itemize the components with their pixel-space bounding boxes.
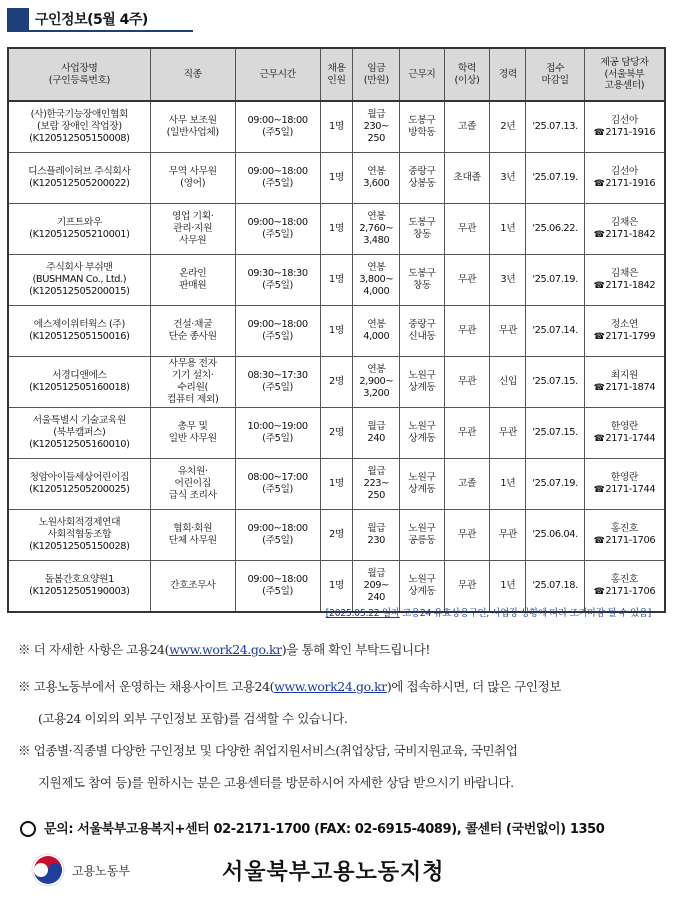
cell-hours: 09:00~18:00 (주5일) [235,204,320,255]
contact-text: 문의: 서울북부고용복지+센터 02-2171-1700 (FAX: 02-6915-4089), 콜센터 (국번없이) 1350 [44,822,605,837]
cell-job: 협회·회원 단체 사무원 [150,510,235,561]
cell-wage: 월급 230 [353,510,400,561]
column-header-career: 경력 [490,48,526,101]
table-header-row [8,48,665,101]
cell-education: 고졸 [444,459,490,510]
cell-wage: 월급 230~ 250 [353,101,400,153]
circle-bullet-icon [20,821,36,837]
info-line-5: 지원제도 참여 등)를 원하시는 분은 고용센터를 방문하시어 자세한 상담 받으시기 바랍니다. [38,775,514,790]
cell-location: 노원구 상계동 [400,561,445,613]
cell-education: 무관 [444,357,490,408]
cell-deadline: '25.07.13. [526,101,584,153]
cell-manager [584,306,665,357]
column-header-count: 채용 인원 [320,48,353,101]
manager-phone [594,535,656,547]
column-header-education: 학력 (이상) [444,48,490,101]
contact-line [20,818,604,838]
manager-phone [594,178,656,190]
cell-education: 무관 [444,408,490,459]
phone-number: 2171-1799 [605,331,656,343]
cell-count: 1명 [320,561,353,613]
cell-deadline: '25.07.15. [526,408,584,459]
cell-career: 무관 [490,306,526,357]
column-header-wage: 임금 (만원) [353,48,400,101]
agency-name: 서울북부고용노동지청 [222,860,445,885]
note-text: 고용24 유효상용구인, 사업장 상황에 따라 조기마감 될 수 있음] [399,608,651,619]
table-row [8,204,665,255]
cell-count: 1명 [320,306,353,357]
cell-hours: 09:00~18:00 (주5일) [235,153,320,204]
phone-number: 2171-1842 [605,229,656,241]
phone-number: 2171-1916 [605,178,656,190]
cell-job: 유치원· 어린이집 급식 조리사 [150,459,235,510]
section-header [7,8,193,30]
cell-career: 1년 [490,204,526,255]
phone-icon: ☎ [593,280,605,291]
cell-wage: 연봉 3,800~ 4,000 [353,255,400,306]
cell-company: 디스플레이허브 주식회사 (K120512505200022) [8,153,150,204]
phone-number: 2171-1706 [605,535,656,547]
manager-name: 김채은 [610,216,638,228]
cell-hours: 08:30~17:30 (주5일) [235,357,320,408]
cell-education: 무관 [444,510,490,561]
cell-company: 서울특별시 기술교육원 (북부캠퍼스) (K120512505160010) [8,408,150,459]
cell-company: 기프트와우 (K120512505210001) [8,204,150,255]
manager-name: 정소연 [610,318,638,330]
table-row [8,459,665,510]
cell-wage: 월급 209~ 240 [353,561,400,613]
column-header-manager: 제공 담당자 (서울북부 고용센터) [584,48,665,101]
cell-location: 노원구 상계동 [400,459,445,510]
cell-company: 노원사회적경제연대 사회적협동조합 (K120512505150028) [8,510,150,561]
manager-phone [594,127,656,139]
cell-company: 청암아이들세상어린이집 (K120512505200025) [8,459,150,510]
phone-icon: ☎ [593,535,605,546]
cell-manager [584,101,665,153]
cell-career: 3년 [490,153,526,204]
phone-number: 2171-1744 [605,484,656,496]
manager-phone [594,331,656,343]
cell-hours: 09:00~18:00 (주5일) [235,510,320,561]
manager-phone [594,229,656,241]
header-square-icon [7,8,29,30]
manager-name: 한영란 [610,420,638,432]
table-row [8,306,665,357]
table-row [8,408,665,459]
cell-job: 영업 기획· 관리·지원 사무원 [150,204,235,255]
phone-number: 2171-1916 [605,127,656,139]
phone-number: 2171-1744 [605,433,656,445]
cell-count: 1명 [320,459,353,510]
cell-manager [584,510,665,561]
phone-icon: ☎ [593,382,605,393]
cell-count: 1명 [320,101,353,153]
phone-number: 2171-1874 [605,382,656,394]
cell-career: 3년 [490,255,526,306]
cell-career: 1년 [490,459,526,510]
taegeuk-emblem-icon [30,852,66,888]
cell-education: 무관 [444,306,490,357]
column-header-deadline: 접수 마감일 [526,48,584,101]
cell-location: 노원구 상계동 [400,408,445,459]
manager-phone [594,484,656,496]
cell-wage: 연봉 2,900~ 3,200 [353,357,400,408]
cell-education: 무관 [444,561,490,613]
cell-wage: 월급 240 [353,408,400,459]
cell-count: 2명 [320,408,353,459]
cell-deadline: '25.07.14. [526,306,584,357]
cell-manager [584,357,665,408]
manager-name: 홍진호 [610,522,638,534]
cell-location: 도봉구 창동 [400,204,445,255]
cell-count: 1명 [320,255,353,306]
cell-company: (사)한국기능장애인협회 (보람 장애인 작업장) (K120512505150008) [8,101,150,153]
cell-count: 2명 [320,510,353,561]
cell-job: 총무 및 일반 사무원 [150,408,235,459]
cell-company: 에스제이위터웍스 (주) (K120512505150016) [8,306,150,357]
phone-icon: ☎ [593,433,605,444]
manager-name: 김선아 [610,165,638,177]
cell-deadline: '25.07.19. [526,255,584,306]
header-underline [7,30,193,32]
cell-count: 2명 [320,357,353,408]
cell-deadline: '25.07.18. [526,561,584,613]
column-header-company: 사업장명 (구인등록번호) [8,48,150,101]
table-row [8,357,665,408]
info-line-2: ※ 고용노동부에서 운영하는 채용사이트 고용24(www.work24.go.kr)에 접속하시면, 더 많은 구인정보 [18,679,561,694]
phone-icon: ☎ [593,229,605,240]
cell-job: 건설·채굴 단순 종사원 [150,306,235,357]
cell-job: 사무 보조원 (일반사업체) [150,101,235,153]
info-line-3: (고용24 이외의 외부 구인정보 포함)를 검색할 수 있습니다. [38,711,348,726]
column-header-hours: 근무시간 [235,48,320,101]
manager-name: 김채은 [610,267,638,279]
cell-manager [584,255,665,306]
table-row [8,510,665,561]
cell-hours: 08:00~17:00 (주5일) [235,459,320,510]
cell-wage: 연봉 4,000 [353,306,400,357]
cell-location: 노원구 공릉동 [400,510,445,561]
cell-education: 무관 [444,255,490,306]
ministry-logo [30,852,130,888]
manager-name: 김선아 [610,114,638,126]
cell-deadline: '25.07.19. [526,153,584,204]
manager-phone [594,433,656,445]
manager-phone [594,382,656,394]
phone-number: 2171-1842 [605,280,656,292]
cell-job: 온라인 판매원 [150,255,235,306]
cell-deadline: '25.07.19. [526,459,584,510]
cell-wage: 연봉 2,760~ 3,480 [353,204,400,255]
cell-location: 도봉구 방학동 [400,101,445,153]
manager-name: 한영란 [610,471,638,483]
manager-name: 최지원 [610,369,638,381]
cell-deadline: '25.06.22. [526,204,584,255]
phone-icon: ☎ [593,127,605,138]
info-line-4: ※ 업종별·직종별 다양한 구인정보 및 다양한 취업지원서비스(취업상담, 국비지원교육, 국민취업 [18,743,518,758]
ministry-name: 고용노동부 [72,863,130,878]
validity-note [326,605,651,619]
cell-wage: 연봉 3,600 [353,153,400,204]
info-line-1: ※ 더 자세한 사항은 고용24(www.work24.go.kr)을 통해 확인 부탁드립니다! [18,642,430,657]
cell-hours: 09:30~18:30 (주5일) [235,255,320,306]
cell-hours: 09:00~18:00 (주5일) [235,101,320,153]
cell-education: 고졸 [444,101,490,153]
note-date: [2025.05.22 일자 [325,608,400,619]
job-listings-table [7,47,666,613]
work24-link-2[interactable]: www.work24.go.kr [274,679,387,694]
phone-icon: ☎ [593,586,605,597]
cell-company: 돌봄간호요양원1 (K120512505190003) [8,561,150,613]
manager-phone [594,586,656,598]
cell-job: 사무용 전자 기기 설치· 수리원( 컴퓨터 제외) [150,357,235,408]
cell-location: 중랑구 상봉동 [400,153,445,204]
table-row [8,255,665,306]
column-header-location: 근무지 [400,48,445,101]
cell-manager [584,408,665,459]
cell-location: 도봉구 창동 [400,255,445,306]
cell-deadline: '25.07.15. [526,357,584,408]
cell-career: 무관 [490,510,526,561]
table-row [8,153,665,204]
cell-company: 주식회사 부쉬맨 (BUSHMAN Co., Ltd.) (K120512505200015) [8,255,150,306]
manager-name: 홍진호 [610,573,638,585]
cell-career: 1년 [490,561,526,613]
cell-deadline: '25.06.04. [526,510,584,561]
cell-location: 노원구 상계동 [400,357,445,408]
cell-hours: 09:00~18:00 (주5일) [235,561,320,613]
cell-location: 중랑구 신내동 [400,306,445,357]
column-header-job: 직종 [150,48,235,101]
page-title: 구인정보(5월 4주) [35,12,148,28]
cell-wage: 월급 223~ 250 [353,459,400,510]
cell-career: 신입 [490,357,526,408]
cell-company: 서경디앤에스 (K120512505160018) [8,357,150,408]
cell-count: 1명 [320,153,353,204]
manager-phone [594,280,656,292]
phone-number: 2171-1706 [605,586,656,598]
work24-link-1[interactable]: www.work24.go.kr [169,642,282,657]
cell-manager [584,153,665,204]
table-row [8,101,665,153]
cell-manager [584,204,665,255]
cell-career: 2년 [490,101,526,153]
cell-career: 무관 [490,408,526,459]
phone-icon: ☎ [593,484,605,495]
cell-count: 1명 [320,204,353,255]
phone-icon: ☎ [593,178,605,189]
cell-job: 간호조무사 [150,561,235,613]
cell-manager [584,459,665,510]
cell-hours: 09:00~18:00 (주5일) [235,306,320,357]
cell-hours: 10:00~19:00 (주5일) [235,408,320,459]
phone-icon: ☎ [593,331,605,342]
cell-education: 초대졸 [444,153,490,204]
cell-education: 무관 [444,204,490,255]
cell-job: 무역 사무원 (영어) [150,153,235,204]
